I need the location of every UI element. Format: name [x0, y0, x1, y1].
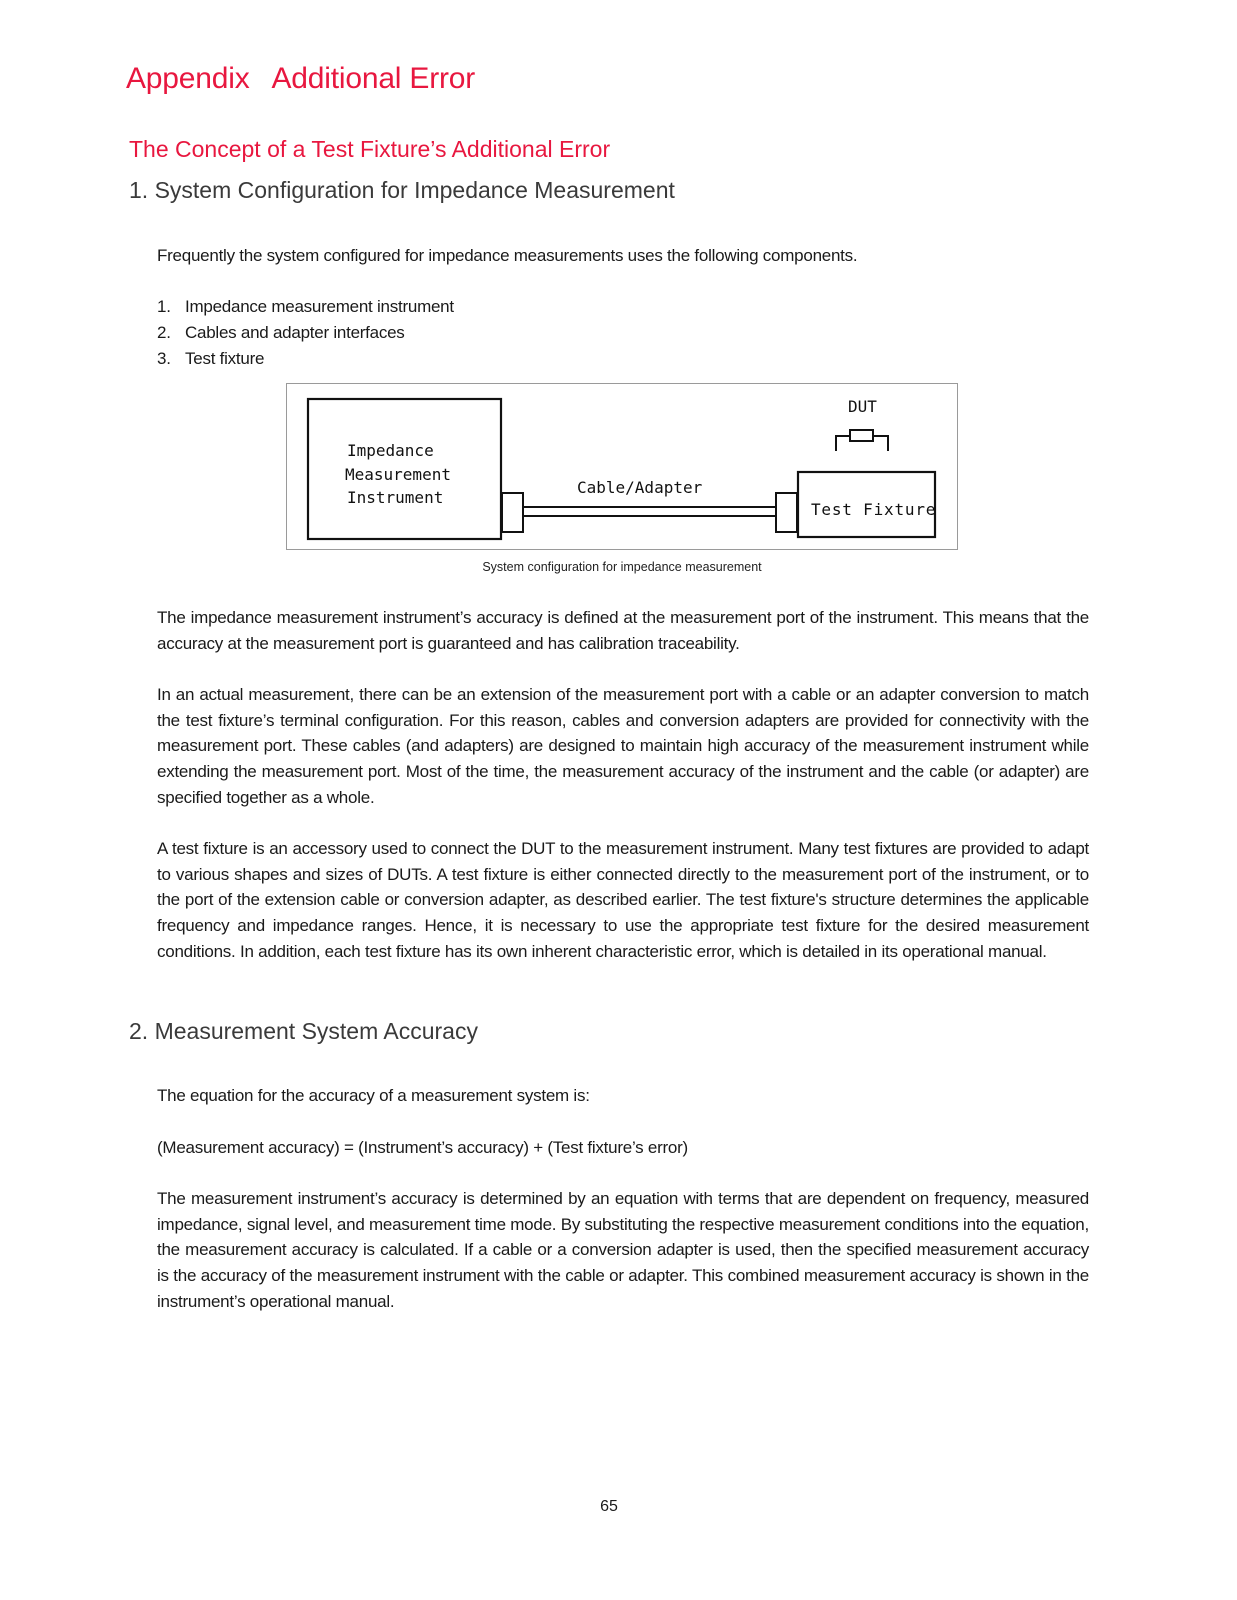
- paragraph: The impedance measurement instrument’s accuracy is defined at the measurement port of the instrument. This means that the accuracy at the measurement port is guaranteed and has calibration traceability.: [157, 608, 1089, 653]
- cable-line: [523, 507, 776, 516]
- paragraph: The equation for the accuracy of a measurement system is:: [157, 1086, 590, 1105]
- component-list: [157, 294, 454, 372]
- cable-adapter-label: Cable/Adapter: [577, 478, 703, 497]
- section-title: The Concept of a Test Fixture’s Additional Error: [129, 136, 611, 162]
- list-item: [157, 346, 454, 372]
- list-number: 2.: [157, 323, 171, 342]
- instrument-label-line-3: Instrument: [347, 488, 444, 507]
- dut-label: DUT: [848, 397, 877, 416]
- paragraph: In an actual measurement, there can be an extension of the measurement port with a cable or an adapter conversion to match the test fixture’s terminal configuration. For this reason, cables and conversion adapters are provided for connectivity with the measurement port. These cables (and adapters) are designed to maintain high accuracy of the measurement instrument while extending the measurement port. Most of the time, the measurement accuracy of the instrument and the cable (or adapter) are specified together as a whole.: [157, 685, 1089, 807]
- system-configuration-diagram: [287, 384, 957, 549]
- list-text: Cables and adapter interfaces: [185, 323, 405, 342]
- list-number: 1.: [157, 297, 171, 316]
- instrument-connector: [502, 493, 523, 532]
- paragraph: A test fixture is an accessory used to connect the DUT to the measurement instrument. Many test fixtures are provided to adapt to various shapes and sizes of DUTs. A test fixture is either connected directly to the measurement port of the instrument, or to the port of the extension cable or conversion adapter, as described earlier. The test fixture's structure determines the applicable frequency and impedance ranges. Hence, it is necessary to use the appropriate test fixture for the desired measurement conditions. In addition, each test fixture has its own inherent characteristic error, which is detailed in its operational manual.: [157, 839, 1089, 961]
- intro-paragraph: Frequently the system configured for impedance measurements uses the following components.: [157, 246, 858, 265]
- list-item: [157, 294, 454, 320]
- test-fixture-label: Test Fixture: [811, 500, 937, 519]
- equation-paragraph: (Measurement accuracy) = (Instrument’s accuracy) + (Test fixture’s error): [157, 1138, 688, 1157]
- system-configuration-figure: [286, 383, 958, 550]
- instrument-label-line-2: Measurement: [345, 465, 451, 484]
- dut-symbol: [836, 430, 888, 451]
- list-number: 3.: [157, 349, 171, 368]
- paragraph: The measurement instrument’s accuracy is determined by an equation with terms that are dependent on frequency, measured impedance, signal level, and measurement time mode. By substituting the respective measurement conditions into the equation, the measurement accuracy is calculated. If a cable or a conversion adapter is used, then the specified measurement accuracy is the accuracy of the measurement instrument with the cable or adapter. This combined measurement accuracy is shown in the instrument’s operational manual.: [157, 1189, 1089, 1311]
- subsection-heading-1: 1. System Configuration for Impedance Measurement: [129, 177, 675, 203]
- chapter-name: Additional Error: [271, 62, 476, 95]
- figure-caption: System configuration for impedance measurement: [482, 560, 762, 574]
- chapter-title: [126, 62, 475, 96]
- instrument-label-line-1: Impedance: [347, 441, 434, 460]
- chapter-label: Appendix: [126, 62, 250, 95]
- list-text: Impedance measurement instrument: [185, 297, 454, 316]
- fixture-connector: [776, 493, 797, 532]
- subsection-heading-2: 2. Measurement System Accuracy: [129, 1018, 478, 1044]
- list-item: [157, 320, 454, 346]
- page-number: 65: [600, 1498, 618, 1515]
- list-text: Test fixture: [185, 349, 265, 368]
